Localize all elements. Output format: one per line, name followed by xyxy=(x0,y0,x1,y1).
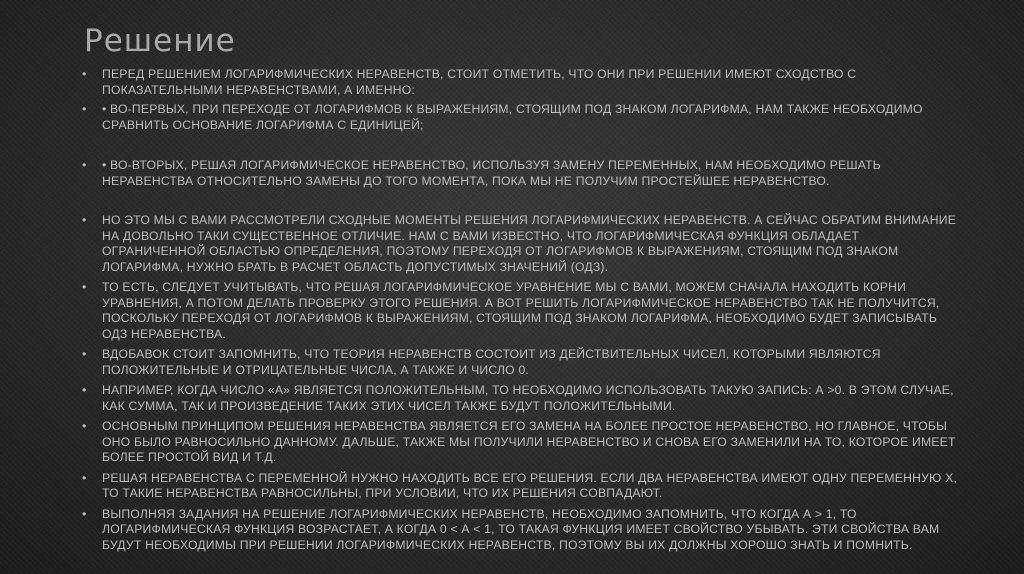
list-item xyxy=(82,507,962,554)
bullet-text: НО ЭТО МЫ С ВАМИ РАССМОТРЕЛИ СХОДНЫЕ МОМЕНТЫ РЕШЕНИЯ ЛОГАРИФМИЧЕСКИХ НЕРАВЕНСТВ. А СЕЙЧАС ОБРАТИМ ВНИМАНИЕ НА ДОВОЛЬНО ТАКИ СУЩЕСТВЕННОЕ ОТЛИЧИЕ. НАМ С ВАМИ ИЗВЕСТНО, ЧТО ЛОГАРИФМИЧЕСКАЯ ФУНКЦИЯ ОБЛАДАЕТ ОГРАНИЧЕННОЙ ОБЛАСТЬЮ ОПРЕДЕЛЕНИЯ, ПОЭТОМУ ПЕРЕХОДЯ ОТ ЛОГАРИФМОВ К ВЫРАЖЕНИЯМ, СТОЯЩИМ ПОД ЗНАКОМ ЛОГАРИФМА, НУЖНО БРАТЬ В РАСЧЕТ ОБЛАСТЬ ДОПУСТИМЫХ ЗНАЧЕНИЙ (ОДЗ). xyxy=(102,213,957,274)
bullet-text: ТО ЕСТЬ, СЛЕДУЕТ УЧИТЫВАТЬ, ЧТО РЕШАЯ ЛОГАРИФМИЧЕСКОЕ УРАВНЕНИЕ МЫ С ВАМИ, МОЖЕМ СНАЧАЛА НАХОДИТЬ КОРНИ УРАВНЕНИЯ, А ПОТОМ ДЕЛАТЬ ПРОВЕРКУ ЭТОГО РЕШЕНИЯ. А ВОТ РЕШИТЬ ЛОГАРИФМИЧЕСКОЕ НЕРАВЕНСТВО ТАК НЕ ПОЛУЧИТСЯ, ПОСКОЛЬКУ ПЕРЕХОДЯ ОТ ЛОГАРИФМОВ К ВЫРАЖЕНИЯМ, СТОЯЩИМ ПОД ЗНАКОМ ЛОГАРИФМА, НЕОБХОДИМО БУДЕТ ЗАПИСЫВАТЬ ОДЗ НЕРАВЕНСТВА. xyxy=(102,280,940,341)
bullet-marker: • xyxy=(82,506,87,521)
list-item xyxy=(82,419,962,466)
bullet-marker: • xyxy=(82,470,87,485)
bullet-marker: • xyxy=(82,280,87,294)
list-item xyxy=(82,102,962,133)
bullet-text: • ВО-ПЕРВЫХ, ПРИ ПЕРЕХОДЕ ОТ ЛОГАРИФМОВ К ВЫРАЖЕНИЯМ, СТОЯЩИМ ПОД ЗНАКОМ ЛОГАРИФМА, НАМ ТАКЖЕ НЕОБХОДИМО СРАВНИТЬ ОСНОВАНИЕ ЛОГАРИФМА С ЕДИНИЦЕЙ; xyxy=(102,102,923,132)
bullet-text: НАПРИМЕР, КОГДА ЧИСЛО «А» ЯВЛЯЕТСЯ ПОЛОЖИТЕЛЬНЫМ, ТО НЕОБХОДИМО ИСПОЛЬЗОВАТЬ ТАКУЮ ЗАПИСЬ: А >0. В ЭТОМ СЛУЧАЕ, КАК СУММА, ТАК И ПРОИЗВЕДЕНИЕ ТАКИХ ЭТИХ ЧИСЕЛ ТАКЖЕ БУДУТ ПОЛОЖИТЕЛЬНЫМИ. xyxy=(102,383,954,413)
bullet-marker: • xyxy=(82,383,87,397)
list-item xyxy=(82,280,962,342)
list-item xyxy=(82,213,962,275)
bullet-text: ПЕРЕД РЕШЕНИЕМ ЛОГАРИФМИЧЕСКИХ НЕРАВЕНСТВ, СТОИТ ОТМЕТИТЬ, ЧТО ОНИ ПРИ РЕШЕНИИ ИМЕЮТ СХОДСТВО С ПОКАЗАТЕЛЬНЫМИ НЕРАВЕНСТВАМИ, А ИМЕННО: xyxy=(102,67,857,97)
bullet-text: ВЫПОЛНЯЯ ЗАДАНИЯ НА РЕШЕНИЕ ЛОГАРИФМИЧЕСКИХ НЕРАВЕНСТВ, НЕОБХОДИМО ЗАПОМНИТЬ, ЧТО КОГДА А > 1, ТО ЛОГАРИФМИЧЕСКАЯ ФУНКЦИЯ ВОЗРАСТАЕТ, А КОГДА 0 < А < 1, ТО ТАКАЯ ФУНКЦИЯ ИМЕЕТ СВОЙСТВО УБЫВАТЬ. ЭТИ СВОЙСТВА ВАМ БУДУТ НЕОБХОДИМЫ ПРИ РЕШЕНИИ ЛОГАРИФМИЧЕСКИХ НЕРАВЕНСТВ, ПОЭТОМУ ВЫ ИХ ДОЛЖНЫ ХОРОШО ЗНАТЬ И ПОМНИТЬ. xyxy=(102,506,940,552)
list-item xyxy=(82,383,962,414)
slide-title: Решение xyxy=(84,23,236,59)
bullet-marker: • xyxy=(82,67,87,81)
list-item xyxy=(82,158,962,189)
bullet-text: ВДОБАВОК СТОИТ ЗАПОМНИТЬ, ЧТО ТЕОРИЯ НЕРАВЕНСТВ СОСТОИТ ИЗ ДЕЙСТВИТЕЛЬНЫХ ЧИСЕЛ, КОТОРЫМИ ЯВЛЯЮТСЯ ПОЛОЖИТЕЛЬНЫЕ И ОТРИЦАТЕЛЬНЫЕ ЧИСЛА, А ТАКЖЕ И ЧИСЛО 0. xyxy=(102,347,881,377)
bullet-marker: • xyxy=(82,213,87,227)
bullet-marker: • xyxy=(82,102,87,116)
bullet-text: РЕШАЯ НЕРАВЕНСТВА С ПЕРЕМЕННОЙ НУЖНО НАХОДИТЬ ВСЕ ЕГО РЕШЕНИЯ. ЕСЛИ ДВА НЕРАВЕНСТВА ИМЕЮТ ОДНУ ПЕРЕМЕННУЮ Х, ТО ТАКИЕ НЕРАВЕНСТВА РАВНОСИЛЬНЫ, ПРИ УСЛОВИИ, ЧТО ИХ РЕШЕНИЯ СОВПАДАЮТ. xyxy=(102,470,958,500)
bullet-text: ОСНОВНЫМ ПРИНЦИПОМ РЕШЕНИЯ НЕРАВЕНСТВА ЯВЛЯЕТСЯ ЕГО ЗАМЕНА НА БОЛЕЕ ПРОСТОЕ НЕРАВЕНСТВО, НО ГЛАВНОЕ, ЧТОБЫ ОНО БЫЛО РАВНОСИЛЬНО ДАННОМУ. ДАЛЬШЕ, ТАКЖЕ МЫ ПОЛУЧИЛИ НЕРАВЕНСТВО И СНОВА ЕГО ЗАМЕНИЛИ НА ТО, КОТОРОЕ ИМЕЕТ БОЛЕЕ ПРОСТОЙ ВИД И Т.Д. xyxy=(102,419,956,464)
bullet-marker: • xyxy=(82,347,87,361)
bullet-list xyxy=(82,67,962,553)
list-item xyxy=(82,471,962,502)
list-item xyxy=(82,347,962,378)
bullet-marker: • xyxy=(82,419,87,433)
bullet-marker: • xyxy=(82,158,87,172)
bullet-text: • ВО-ВТОРЫХ, РЕШАЯ ЛОГАРИФМИЧЕСКОЕ НЕРАВЕНСТВО, ИСПОЛЬЗУЯ ЗАМЕНУ ПЕРЕМЕННЫХ, НАМ НЕОБХОДИМО РЕШАТЬ НЕРАВЕНСТВА ОТНОСИТЕЛЬНО ЗАМЕНЫ ДО ТОГО МОМЕНТА, ПОКА МЫ НЕ ПОЛУЧИМ ПРОСТЕЙШЕЕ НЕРАВЕНСТВО. xyxy=(102,158,881,188)
list-item xyxy=(82,67,962,98)
